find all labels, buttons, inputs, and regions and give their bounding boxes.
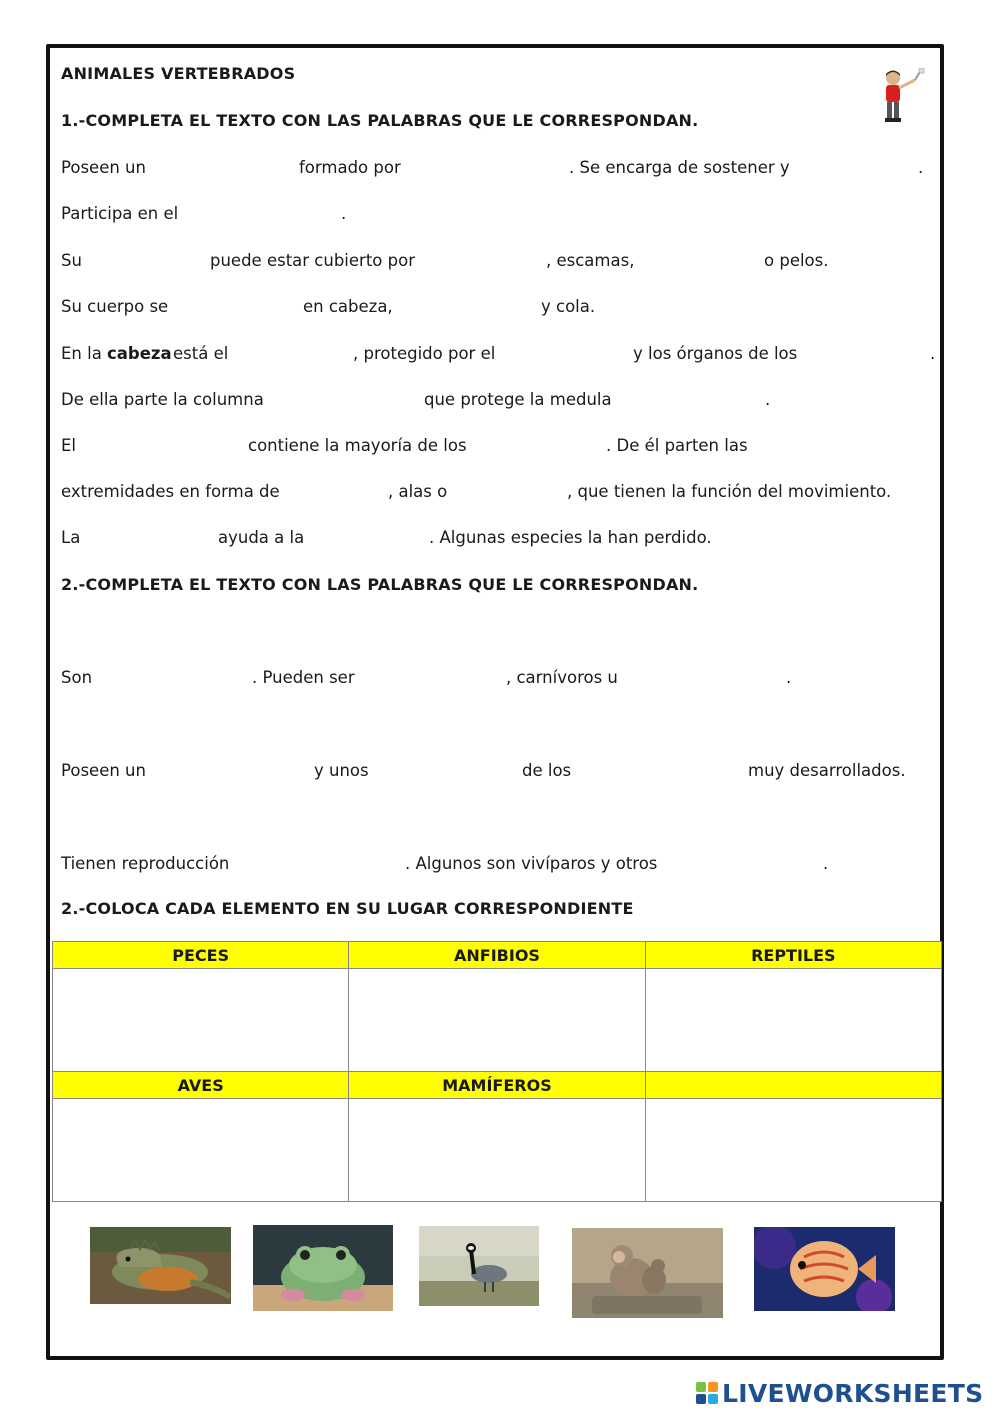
text-fragment: y los órganos de los bbox=[633, 344, 798, 363]
text-fragment: . bbox=[341, 204, 347, 223]
blank-input[interactable] bbox=[399, 295, 535, 319]
blank-input[interactable] bbox=[177, 295, 297, 319]
drop-zone-aves[interactable] bbox=[53, 1099, 349, 1202]
text-fragment: y cola. bbox=[541, 297, 596, 316]
header-reptiles: REPTILES bbox=[645, 942, 941, 969]
text-fragment: . bbox=[918, 158, 924, 177]
liveworksheets-logo-icon bbox=[696, 1382, 718, 1404]
text-fragment: . bbox=[765, 390, 771, 409]
text-fragment: En la bbox=[61, 344, 102, 363]
text-fragment: formado por bbox=[299, 158, 401, 177]
blank-input[interactable] bbox=[452, 480, 562, 504]
blank-input[interactable] bbox=[150, 759, 308, 783]
text-fragment: . Algunos son vivíparos y otros bbox=[405, 854, 658, 873]
text-fragment: El bbox=[61, 436, 77, 455]
text-fragment: , protegido por el bbox=[353, 344, 496, 363]
goose-image[interactable] bbox=[419, 1226, 539, 1306]
blank-input[interactable] bbox=[294, 480, 384, 504]
text-fragment: ayuda a la bbox=[218, 528, 305, 547]
text-fragment: Poseen un bbox=[61, 158, 146, 177]
text-fragment: . Algunas especies la han perdido. bbox=[429, 528, 712, 547]
blank-input[interactable] bbox=[373, 759, 516, 783]
text-fragment: Son bbox=[61, 668, 93, 687]
text-fragment: que protege la medula bbox=[424, 390, 612, 409]
text-fragment: puede estar cubierto por bbox=[210, 251, 415, 270]
text-fragment: La bbox=[61, 528, 81, 547]
text-fragment: en cabeza, bbox=[303, 297, 393, 316]
drop-zone-mamiferos[interactable] bbox=[349, 1099, 645, 1202]
blank-input[interactable] bbox=[238, 342, 350, 366]
header-empty bbox=[645, 1072, 941, 1099]
blank-input[interactable] bbox=[805, 342, 925, 366]
section3-heading: 2.-COLOCA CADA ELEMENTO EN SU LUGAR CORRESPONDIENTE bbox=[61, 899, 634, 918]
section2-heading: 2.-COMPLETA EL TEXTO CON LAS PALABRAS QUE LE CORRESPONDAN. bbox=[61, 575, 699, 594]
text-fragment: o pelos. bbox=[764, 251, 829, 270]
text-fragment: , escamas, bbox=[546, 251, 635, 270]
worksheet-title: ANIMALES VERTEBRADOS bbox=[61, 64, 296, 83]
header-aves: AVES bbox=[53, 1072, 349, 1099]
blank-input[interactable] bbox=[240, 852, 400, 876]
blank-input[interactable] bbox=[668, 852, 818, 876]
text-fragment: y unos bbox=[314, 761, 369, 780]
blank-input[interactable] bbox=[150, 156, 292, 180]
blank-input[interactable] bbox=[308, 526, 426, 550]
text-fragment: . bbox=[786, 668, 792, 687]
blank-input[interactable] bbox=[186, 202, 336, 226]
text-fragment: , alas o bbox=[388, 482, 448, 501]
text-fragment: Su bbox=[61, 251, 82, 270]
text-fragment: . De él parten las bbox=[606, 436, 748, 455]
blank-input[interactable] bbox=[637, 249, 759, 273]
header-mamiferos: MAMÍFEROS bbox=[349, 1072, 645, 1099]
text-fragment: , carnívoros u bbox=[506, 668, 618, 687]
text-fragment: , que tienen la función del movimiento. bbox=[567, 482, 892, 501]
liveworksheets-logo bbox=[696, 1377, 983, 1409]
text-fragment: de los bbox=[522, 761, 572, 780]
bold-word: cabeza bbox=[107, 344, 172, 363]
teacher-clipart-icon bbox=[877, 68, 927, 126]
blank-input[interactable] bbox=[82, 434, 242, 458]
frog-image[interactable] bbox=[253, 1225, 393, 1311]
blank-input[interactable] bbox=[800, 156, 915, 180]
text-fragment: Su cuerpo se bbox=[61, 297, 169, 316]
blank-input[interactable] bbox=[430, 249, 542, 273]
drop-zone-peces[interactable] bbox=[53, 969, 349, 1072]
blank-input[interactable] bbox=[578, 759, 743, 783]
section1-heading: 1.-COMPLETA EL TEXTO CON LAS PALABRAS QUE LE CORRESPONDAN. bbox=[61, 111, 699, 130]
blank-input[interactable] bbox=[474, 434, 602, 458]
iguana-image[interactable] bbox=[90, 1227, 231, 1304]
blank-input[interactable] bbox=[98, 666, 248, 690]
text-fragment: Tienen reproducción bbox=[61, 854, 230, 873]
text-fragment: Participa en el bbox=[61, 204, 179, 223]
drop-zone-anfibios[interactable] bbox=[349, 969, 645, 1072]
drop-zone-extra[interactable] bbox=[645, 1099, 941, 1202]
text-fragment: De ella parte la columna bbox=[61, 390, 264, 409]
blank-input[interactable] bbox=[362, 666, 502, 690]
blank-input[interactable] bbox=[86, 526, 212, 550]
text-fragment: extremidades en forma de bbox=[61, 482, 280, 501]
text-fragment: contiene la mayoría de los bbox=[248, 436, 467, 455]
text-fragment: . Pueden ser bbox=[252, 668, 355, 687]
text-fragment: Poseen un bbox=[61, 761, 146, 780]
text-fragment: . Se encarga de sostener y bbox=[569, 158, 790, 177]
text-fragment: está el bbox=[173, 344, 229, 363]
text-fragment: . bbox=[823, 854, 829, 873]
drop-zone-reptiles[interactable] bbox=[645, 969, 941, 1072]
classification-table bbox=[52, 941, 942, 1202]
blank-input[interactable] bbox=[88, 249, 203, 273]
blank-input[interactable] bbox=[270, 388, 418, 412]
header-peces: PECES bbox=[53, 942, 349, 969]
text-fragment: . bbox=[930, 344, 936, 363]
blank-input[interactable] bbox=[410, 156, 565, 180]
header-anfibios: ANFIBIOS bbox=[349, 942, 645, 969]
blank-input[interactable] bbox=[505, 342, 627, 366]
monkeys-image[interactable] bbox=[572, 1228, 723, 1318]
text-fragment: muy desarrollados. bbox=[748, 761, 906, 780]
blank-input[interactable] bbox=[626, 666, 782, 690]
fish-image[interactable] bbox=[754, 1227, 895, 1311]
blank-input[interactable] bbox=[615, 388, 760, 412]
liveworksheets-brand: LIVEWORKSHEETS bbox=[722, 1378, 984, 1408]
